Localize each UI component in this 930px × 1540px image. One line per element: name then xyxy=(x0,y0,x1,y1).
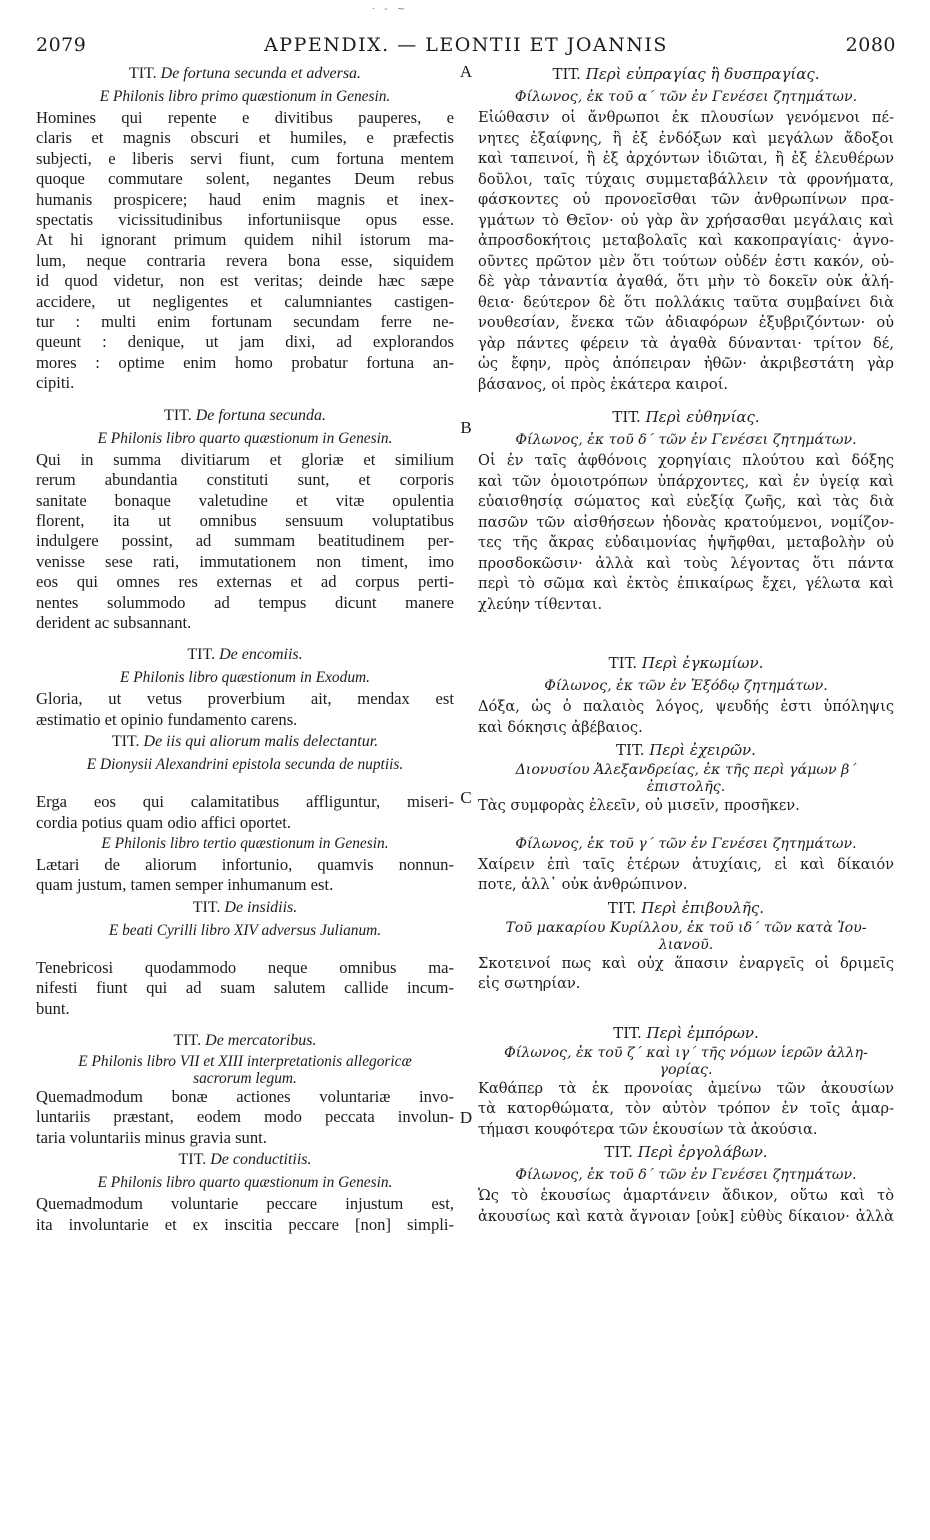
page-number-right: 2080 xyxy=(845,34,896,56)
margin-letter-b: B xyxy=(460,418,472,437)
section-body xyxy=(478,954,894,995)
page-top-mark: · - ~ xyxy=(371,4,409,15)
text-line: At hi ignorant primum quidem nihil istorum ma- xyxy=(36,230,454,250)
text-line: νητες ἐξαίφνης, ἢ ἐξ ἐνδόξων καὶ μεγάλων ἄδοξοι xyxy=(478,129,894,147)
text-line: θεια· δεύτερον δὲ ὅτι πολλάκις ταῦτα συμβαίνει διὰ xyxy=(478,293,894,311)
section-source: E Philonis libro primo quæstionum in Genesin. xyxy=(99,88,391,105)
section-title: TIT. De encomiis. xyxy=(187,646,303,664)
text-line: Χαίρειν ἐπὶ ταῖς ἑτέρων ἀτυχίαις, εἰ καὶ δίκαιόν xyxy=(478,855,894,873)
running-header xyxy=(36,34,896,62)
section-source: E Philonis libro quæstionum in Exodum. xyxy=(120,669,370,687)
section-source: E Philonis libro VII et XIII interpretationis allegoricæ xyxy=(78,1053,412,1070)
text-line: οῦντες πρῶτον μὲν ὅτι τούτων οὐδέν ἐστι κακόν, οὐ- xyxy=(478,252,894,270)
text-line: nentes solummodo ad tempus dicunt manere xyxy=(36,592,454,612)
text-line: claris et magnis obscuri et humiles, e præfectis xyxy=(36,128,454,148)
greek-column xyxy=(478,62,894,1227)
text-line: Quemadmodum bonæ actiones voluntariæ invo- xyxy=(36,1087,454,1106)
section-title: TIT. De fortuna secunda et adversa. xyxy=(128,65,362,82)
text-line: εἰς σωτηρίαν. xyxy=(478,975,581,992)
section-source-cont: sacrorum legum. xyxy=(193,1070,297,1087)
text-line: τες τῆς ἄκρας εὐδαιμονίας ἡψῆφθαι, μεταβολὴν οὐ xyxy=(478,534,894,551)
margin-letter-c: C xyxy=(460,788,472,807)
text-line: accidere, ut negligentes et calumniantes castigen- xyxy=(36,291,454,311)
text-line: καὶ δόκησις ἀβέβαιος. xyxy=(478,718,643,736)
text-line: cordia potius quam odio affici oportet. xyxy=(36,812,291,832)
section-source-cont: λιανοῦ. xyxy=(658,936,714,953)
text-line: æstimatio et opinio fundamento carens. xyxy=(36,709,298,729)
text-line: rerum abundantia constituti sunt, et corporis xyxy=(36,470,454,490)
section-body xyxy=(36,792,454,833)
section-body xyxy=(478,796,894,817)
section-title: TIT. Περὶ εὐθηνίας. xyxy=(612,408,760,426)
text-line: ita involuntarie et ex inscitia peccare [non] simpli- xyxy=(36,1214,454,1234)
section-body xyxy=(478,855,894,896)
section-source: Φίλωνος, ἐκ τοῦ α΄ τῶν ἐν Γενέσει ζητημάτων. xyxy=(514,89,858,105)
text-line: ἀκουσίως καὶ κατὰ ἄγνοιαν [οὐκ] εὐθὺς δίκαιον· ἀλλὰ xyxy=(478,1207,894,1225)
text-line: lum, neque contraria revera bona esse, siquidem xyxy=(36,250,454,270)
text-line: Οἱ ἐν ταῖς ἀφθόνοις χορηγίαις πλούτου καὶ δόξης xyxy=(478,452,894,469)
text-line: προσδοκῶσιν· ἀλλὰ καὶ τοὺς λέγοντας ὅτι πάντα xyxy=(478,554,894,572)
latin-column xyxy=(36,62,454,1235)
text-line: luntariis præstant, eodem modo peccata involun- xyxy=(36,1107,454,1127)
text-line: Καθάπερ τὰ ἐκ προνοίας ἀμείνω τῶν ἀκουσίων xyxy=(478,1079,894,1097)
text-line: Ὡς τὸ ἑκουσίως ἁμαρτάνειν ἄδικον, οὕτω καὶ τὸ xyxy=(478,1187,894,1204)
text-line: χλεύην τίθενται. xyxy=(478,595,603,613)
section-body xyxy=(36,689,454,730)
section-source: Φίλωνος, ἐκ τοῦ ζ΄ καὶ ιγ΄ τῆς νόμων ἱερῶν ἀλλη- xyxy=(504,1044,868,1061)
margin-letter-a: A xyxy=(459,62,473,81)
text-line: tur : multi enim fortunam secundam ferre ne- xyxy=(36,312,454,332)
section-source: Φίλωνος, ἐκ τοῦ δ΄ τῶν ἐν Γενέσει ζητημάτων. xyxy=(515,1167,857,1183)
section-title: TIT. Περὶ ἐμπόρων. xyxy=(613,1023,759,1042)
section-source: E beati Cyrilli libro XIV adversus Julianum. xyxy=(108,921,382,939)
text-line: spectatis vicissitudinibus infortuniisque opus esse. xyxy=(36,210,454,230)
section-body xyxy=(36,450,454,634)
text-line: Tenebricosi quodammodo neque omnibus ma- xyxy=(36,957,454,977)
running-title: APPENDIX. — LEONTII ET JOANNIS xyxy=(264,34,668,56)
section-body xyxy=(36,108,454,394)
text-line: Erga eos qui calamitatibus affliguntur, miseri- xyxy=(36,792,454,812)
text-line: Lætari de aliorum infortunio, quamvis nonnun- xyxy=(36,854,454,874)
section-source: E Dionysii Alexandrini epistola secunda de nuptiis. xyxy=(86,756,404,774)
text-line: nifesti fiunt qui ad suam salutem callide incum- xyxy=(36,978,454,998)
text-line: Gloria, ut vetus proverbium ait, mendax est xyxy=(36,689,454,709)
text-line: Τὰς συμφορὰς ἐλεεῖν, οὐ μισεῖν, προσῆκεν. xyxy=(478,797,800,814)
text-line: bunt. xyxy=(36,998,70,1018)
text-line: cipiti. xyxy=(36,373,75,393)
text-line: φάσκοντες οὐ προνοεῖσθαι τῶν ἀνθρωπίνων πρα- xyxy=(478,191,894,208)
section-source: E Philonis libro quarto quæstionum in Genesin. xyxy=(97,429,393,447)
section-source: Φίλωνος, ἐκ τοῦ γ΄ τῶν ἐν Γενέσει ζητημάτων. xyxy=(515,835,857,852)
text-line: ποτε, ἀλλ᾽ οὐκ ἀνθρώπινον. xyxy=(478,876,688,893)
section-body xyxy=(36,855,454,896)
text-line: venisse sese rati, immutationem non timent, imo xyxy=(36,551,454,571)
section-title: TIT. De insidiis. xyxy=(192,898,298,916)
section-title: TIT. De iis qui aliorum malis delectantur. xyxy=(111,733,379,751)
section-body xyxy=(478,1079,894,1141)
text-line: δὲ γὰρ τἀναντία ἀγαθά, ὅτι μὴν τὸ δοκεῖν οὐκ ἀλή- xyxy=(478,273,894,290)
text-line: indulgere possint, ad summam beatitudinem per- xyxy=(36,531,454,551)
section-body xyxy=(478,108,894,395)
text-line: ὡς ἔφην, πρὸς ἀπόπειραν ἠθῶν· ἀκριβεστάτη γὰρ xyxy=(478,355,894,372)
text-line: Homines qui repente e divitibus pauperes, e xyxy=(36,108,454,127)
text-line: eos qui omnes res externas et ad corpus perti- xyxy=(36,572,454,592)
text-line: Σκοτεινοί πως καὶ οὐχ ἅπασιν ἐναργεῖς οἱ δριμεῖς xyxy=(478,954,894,972)
text-line: εὐαισθησίᾳ σώματος καὶ εὐεξίᾳ ζωῆς, καὶ τὰς διὰ xyxy=(478,493,894,510)
text-line: queunt : denique, ut jam dixi, ad explorandos xyxy=(36,332,454,352)
text-line: περὶ τὸ σῶμα καὶ ἐκτὸς ἐπικαίρως ἔχει, γέλωτα καὶ xyxy=(478,575,894,592)
text-line: ἀπροσδοκήτοις μεταβολαῖς καὶ κακοπραγίαις· ἀγνο- xyxy=(478,232,894,249)
section-body xyxy=(478,1186,894,1227)
section-body xyxy=(478,451,894,615)
text-line: subjecti, e liberis servi fiunt, cum fortuna mentem xyxy=(36,148,454,168)
section-source: E Philonis libro tertio quæstionum in Genesin. xyxy=(101,834,389,852)
text-line: derident ac subsannant. xyxy=(36,612,192,632)
section-source: Διονυσίου Ἀλεξανδρείας, ἐκ τῆς περὶ γάμων β΄ xyxy=(515,762,857,778)
section-title: TIT. Περὶ ἐχειρῶν. xyxy=(616,741,756,759)
text-line: τήμασι κουφότερα τῶν ἑκουσίων τὰ ἀκούσια. xyxy=(478,1120,818,1138)
text-line: δοῦλοι, ταῖς τύχαις συμμεταβάλλειν τὰ φρονήματα, xyxy=(478,170,894,188)
text-line: καὶ τῶν ὁμοιοτρόπων ὑπάρχοντες, καὶ ἐν ὑγείᾳ καὶ xyxy=(478,472,894,490)
section-title: TIT. De mercatoribus. xyxy=(173,1032,317,1049)
section-source: Φίλωνος, ἐκ τοῦ δ΄ τῶν ἐν Γενέσει ζητημάτων. xyxy=(515,432,857,448)
text-line: Εἰώθασιν οἱ ἄνθρωποι ἐκ πλουσίων γενόμενοι πέ- xyxy=(478,109,894,126)
text-line: humanis prospicere; haud enim magnis et inex- xyxy=(36,189,454,209)
section-body xyxy=(36,1087,454,1148)
section-title: TIT. Περὶ εὐπραγίας ἢ δυσπραγίας. xyxy=(552,65,820,83)
text-line: γὰρ πάντες φέρειν τὰ ἀγαθὰ δύνανται· τρίτον δέ, xyxy=(478,334,894,352)
text-line: quam justum, tamen semper inhumanum est. xyxy=(36,875,334,895)
section-source: Τοῦ μακαρίου Κυρίλλου, ἐκ τοῦ ιδ΄ τῶν κατὰ Ἰου- xyxy=(505,919,867,936)
text-line: mores : optime enim homo probatur fortuna an- xyxy=(36,352,454,372)
section-source-cont: γορίας. xyxy=(659,1061,713,1078)
text-line: florent, ita ut omnibus sensuum voluptatibus xyxy=(36,510,454,530)
page-number-left: 2079 xyxy=(36,34,87,56)
text-line: Quemadmodum voluntarie peccare injustum est, xyxy=(36,1194,454,1214)
section-title: TIT. Περὶ ἐπιβουλῆς. xyxy=(607,898,765,917)
margin-letter-d: D xyxy=(459,1108,473,1127)
section-source: Φίλωνος, ἐκ τῶν ἐν Ἐξόδῳ ζητημάτων. xyxy=(544,678,828,694)
text-line: τὰ κατορθώματα, τὸν αὐτὸν τρόπον ἐν τοῖς ἁμαρ- xyxy=(478,1100,894,1117)
text-line: Δόξα, ὡς ὁ παλαιὸς λόγος, ψευδής ἐστι ὑπόληψις xyxy=(478,698,894,715)
text-line: sanitate bonaque valetudine et vitæ opulentia xyxy=(36,490,454,510)
section-title: TIT. De fortuna secunda. xyxy=(164,406,326,424)
section-source-cont: ἐπιστολῆς. xyxy=(646,779,726,795)
text-line: πασῶν τῶν αἰσθήσεων ἡδονὰς κρατούμενοι, νομίζον- xyxy=(478,513,894,531)
text-line: βάσανος, οἱ πρὸς ἑκάτερα καιροί. xyxy=(478,375,729,393)
section-title: TIT. Περὶ ἐργολάβων. xyxy=(604,1143,768,1161)
text-line: id quod videtur, non est veritas; deinde hæc sæpe xyxy=(36,271,454,291)
section-title: TIT. De conductitiis. xyxy=(178,1151,312,1169)
text-line: καὶ ταπεινοί, ἢ ἐξ ἀρχόντων ἰδιῶται, ἢ ἐξ ἐλευθέρων xyxy=(478,150,894,167)
section-source: E Philonis libro quarto quæstionum in Genesin. xyxy=(97,1174,393,1192)
section-title: TIT. Περὶ ἐγκωμίων. xyxy=(608,654,764,672)
text-line: taria voluntariis minus gravia sunt. xyxy=(36,1127,267,1147)
text-line: νουθεσίαν, ἕνεκα τῶν ἀδιαφόρων ἐξυβριζόντων· οὐ xyxy=(478,314,894,331)
text-line: γμάτων τὸ Θεῖον· οὐ γὰρ ἂν χρήσασθαι μεγάλαις καὶ xyxy=(478,211,894,229)
text-line: Qui in summa divitiarum et gloriæ et similium xyxy=(36,449,454,469)
text-line: quoque commutare solent, negantes Deum rebus xyxy=(36,169,454,189)
section-body xyxy=(36,1194,454,1235)
section-body xyxy=(36,958,454,1019)
section-body xyxy=(478,697,894,738)
